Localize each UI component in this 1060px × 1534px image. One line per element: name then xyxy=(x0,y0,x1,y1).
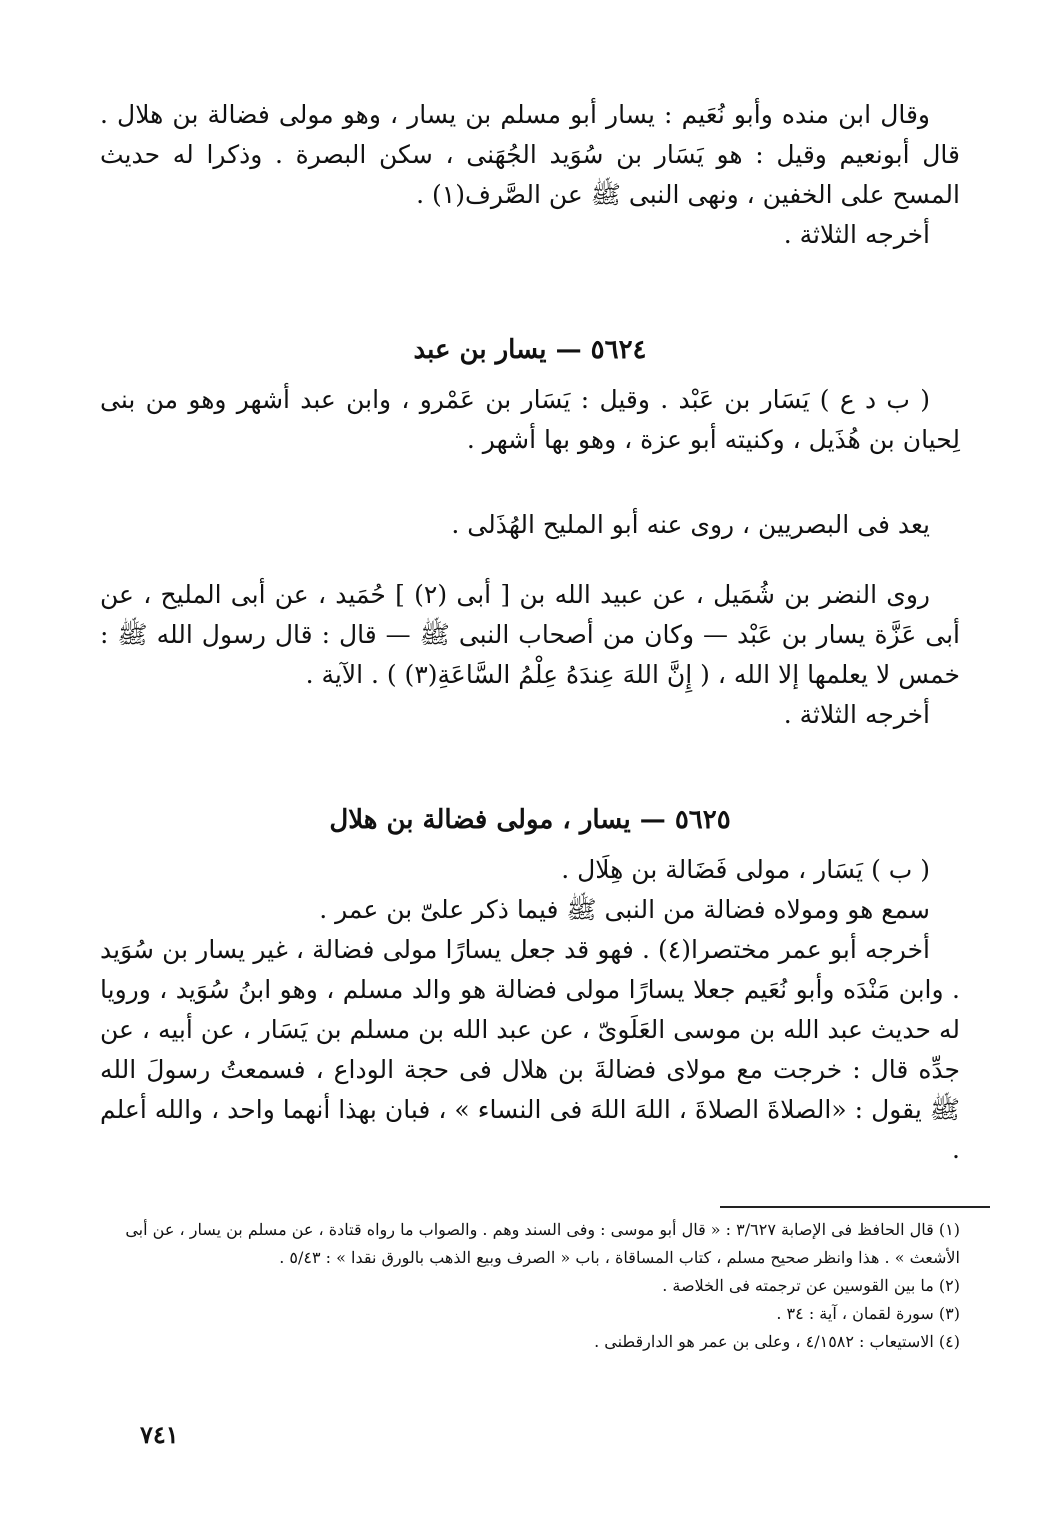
paragraph: أخرجه الثلاثة . xyxy=(783,700,930,729)
entry-5624-body xyxy=(100,380,960,460)
footnote: (٢) ما بين القوسين عن ترجمته فى الخلاصة . xyxy=(662,1276,960,1295)
footnote: (٤) الاستيعاب : ٤/١٥٨٢ ، وعلى بن عمر هو الدارقطنى . xyxy=(594,1332,960,1351)
entry-5624-body xyxy=(100,575,960,735)
paragraph: يعد فى البصريين ، روى عنه أبو المليح الهُذَلى . xyxy=(451,510,930,539)
footnote: (٣) سورة لقمان ، آية : ٣٤ . xyxy=(776,1304,960,1323)
paragraph: ( ب د ع ) يَسَار بن عَبْد . وقيل : يَسَار بن عَمْرو ، وابن عبد أشهر وهو من بنى لِحيان بن هُذَيل ، وكنيته أبو عزة ، وهو بها أشهر . xyxy=(100,385,960,454)
footnote-separator xyxy=(720,1206,990,1208)
page-number: ٧٤١ xyxy=(140,1420,179,1449)
entry-5624-body xyxy=(100,505,960,545)
entry-5625-body xyxy=(100,850,960,1170)
footnotes xyxy=(90,1216,960,1356)
footnote: (١) قال الحافظ فى الإصابة ٣/٦٢٧ : « قال أبو موسى : وفى السند وهم . والصواب ما رواه قتادة ، عن مسلم بن يسار ، عن أبى الأشعث » . هذا وانظر صحيح مسلم ، كتاب المساقاة ، باب « الصرف وبيع الذهب بالورق نقدا » : ٥/٤٣ . xyxy=(125,1220,960,1267)
entry-heading-5624: ٥٦٢٤ — يسار بن عبد xyxy=(413,335,647,365)
paragraph: ( ب ) يَسَار ، مولى فَضَالة بن هِلَال . xyxy=(561,855,930,884)
paragraph: روى النضر بن شُمَيل ، عن عبيد الله بن [ أبى (٢) ] حُمَيد ، عن أبى المليح ، عن أبى عَزَّة يسار بن عَبْد — وكان من أصحاب النبى ﷺ — قال : قال رسول الله ﷺ : خمس لا يعلمها إلا الله ، ( إِنَّ اللهَ عِندَهُ عِلْمُ السَّاعَةِ(٣) ) . الآية . xyxy=(100,580,960,689)
entry-heading-5625: ٥٦٢٥ — يسار ، مولى فضالة بن هلال xyxy=(329,805,731,835)
paragraph: أخرجه أبو عمر مختصرا(٤) . فهو قد جعل يسارًا مولى فضالة ، غير يسار بن سُوَيد . وابن مَنْدَه وأبو نُعَيم جعلا يسارًا مولى فضالة هو والد مسلم ، وهو ابنُ سُوَيد ، ورويا له حديث عبد الله بن موسى العَلَوىّ ، عن عبد الله بن مسلم بن يَسَار ، عن أبيه ، عن جدِّه قال : خرجت مع مولاى فضالةَ بن هلال فى حجة الوداع ، فسمعتُ رسولَ الله ﷺ يقول : «الصلاةَ الصلاةَ ، اللهَ اللهَ فى النساء » ، فبان بهذا أنهما واحد ، والله أعلم . xyxy=(100,935,960,1164)
paragraph: أخرجه الثلاثة . xyxy=(783,220,930,249)
paragraph: سمع هو ومولاه فضالة من النبى ﷺ فيما ذكر علىّ بن عمر . xyxy=(319,895,930,924)
top-paragraph xyxy=(100,95,960,255)
paragraph: وقال ابن منده وأبو نُعَيم : يسار أبو مسلم بن يسار ، وهو مولى فضالة بن هلال . قال أبونعيم وقيل : هو يَسَار بن سُوَيد الجُهَنى ، سكن البصرة . وذكرا له حديث المسح على الخفين ، ونهى النبى ﷺ عن الصَّرف(١) . xyxy=(100,100,960,209)
